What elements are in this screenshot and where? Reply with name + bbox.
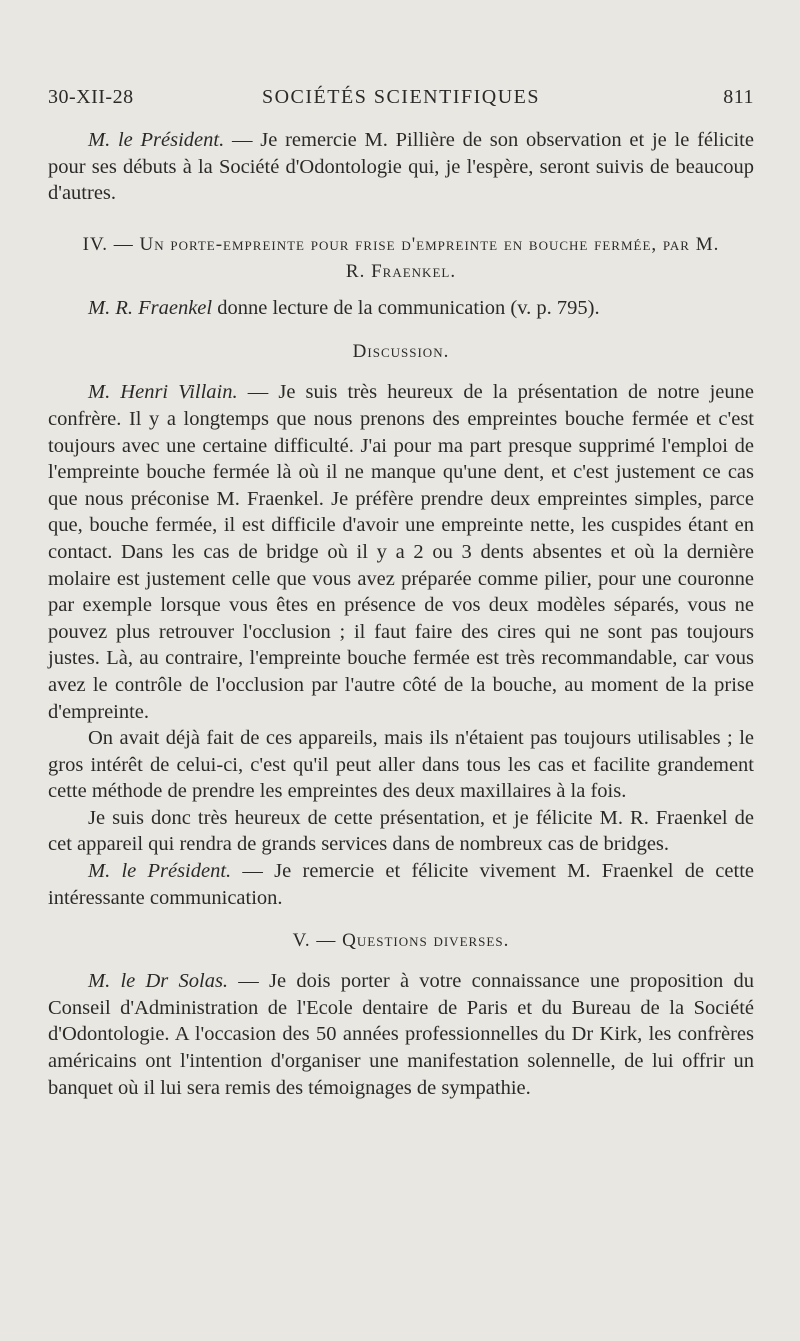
paragraph-villain-remarks [48,379,754,725]
paragraph-president-closing [48,858,754,911]
running-header [48,86,754,116]
paragraph-text: — Je suis très heureux de la présentation de notre jeune confrère. Il y a longtemps que nous prenons des empreintes bouche fermée et c'est toujours avec une certaine difficulté. J'ai pour ma part presque supprimé l'emploi de l'empreinte bouche fermée là où il ne manque qu'une dent, et c'est justement ce cas que nous préconise M. Fraenkel. Je préfère prendre deux empreintes simples, parce que, bouche fermée, il est difficile d'avoir une empreinte nette, les cuspides étant en contact. Dans les cas de bridge où il y a 2 ou 3 dents absentes et où la dernière molaire est justement celle que vous avez préparée comme pilier, pour une couronne par exemple lorsque vous êtes en présence de vos deux modèles séparés, vous ne pouvez plus retrouver l'occlusion ; il faut faire des cires qui ne sont pas toujours justes. Là, au contraire, l'empreinte bouche fermée est très recommandable, car vous avez le contrôle de l'occlusion par l'autre côté de la bouche, au moment de la prise d'empreinte. [48,381,755,723]
header-date: 30-XII-28 [48,86,134,108]
paragraph-president-thanks [48,127,754,207]
paragraph-text: — Je remercie M. Pillière de son observation et je le félicite pour ses débuts à la Société d'Odontologie qui, je l'espère, seront suivis de beaucoup d'autres. [48,129,754,205]
paragraph-congratulations: Je suis donc très heureux de cette présentation, et je félicite M. R. Fraenkel de cet appareil qui rendra de grands services dans de nombreux cas de bridges. [48,806,754,856]
speaker-name: M. Henri Villain. [88,381,238,404]
speaker-name: M. le Dr Solas. [88,970,229,993]
header-section-title: SOCIÉTÉS SCIENTIFIQUES [261,86,540,108]
page-number: 811 [723,86,754,108]
speaker-name: M. le Président. [88,129,225,151]
speaker-name: M. le Président. [88,860,232,883]
speaker-name: M. R. Fraenkel [88,296,213,319]
paragraph-solas-proposal [48,968,754,1101]
paragraph-text: donne lecture de la communication (v. p. 795). [212,296,600,319]
paragraph-appliances: On avait déjà fait de ces appareils, mais ils n'étaient pas toujours utilisables ; le gros intérêt de celui-ci, c'est qu'il peut aller dans tous les cas et facilite grandement cette méthode de prendre les empreintes des deux maxillaires à la fois. [48,727,754,803]
paragraph-text: — Je dois porter à votre connaissance une proposition du Conseil d'Administration de l'Ecole dentaire de Paris et du Bureau de la Société d'Odontologie. A l'occasion des 50 années professionnelles du Dr Kirk, les confrères américains ont l'intention d'organiser une manifestation solennelle, de lui offrir un banquet où il lui sera remis des témoignages de sympathie. [48,970,754,1099]
section-heading-v: V. — Questions diverses. [292,930,510,952]
page-body [48,127,754,1101]
paragraph-text: — Je remercie et félicite vivement M. Fraenkel de cette intéressante communication. [48,860,754,909]
paragraph-fraenkel-reading [48,295,754,322]
section-heading-discussion: Discussion. [352,341,450,363]
section-heading-iv: IV. — Un porte-empreinte pour frise d'empreinte en bouche fermée, par M. R. Fraenkel. [82,233,720,282]
